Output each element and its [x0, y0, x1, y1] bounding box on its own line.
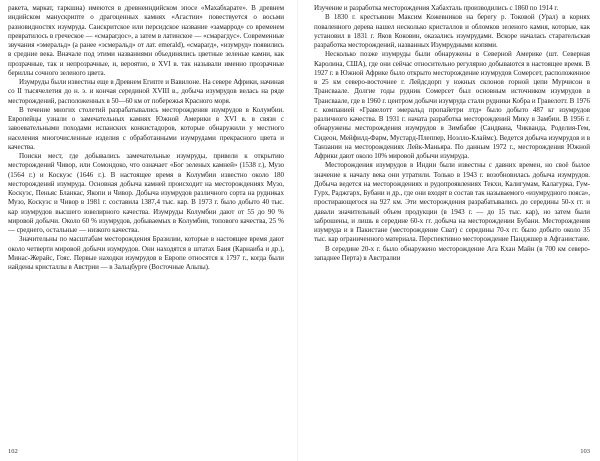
right-paragraph-2: В 1830 г. крестьянин Максим Кожевников на берегу р. Токовой (Урал) в корнях поваленного дерева нашел несколько кристаллов и обломков зеленого камня, которые, как установил в 1831 г. Яков Коковин, оказались изумрудами. Вскоре началась старательская разработка месторождений, названных Изумрудными копями.: [314, 13, 590, 49]
right-paragraph-4: Месторождения изумрудов в Индии были известны с давних времен, но своё былое значение к началу века они утратили. Только в 1943 г. возобновилась добыча изумрудов. Добыча ведется на месторождениях и рудопроявлениях Текхи, Калигумам, Калагурка, Гум-Гурх, Раджгарх, Бубани и др., где они входят в состав так называемого «изумрудного пояса», простирающегося на 927 км. Эти месторождения разрабатывались до середины 50-х гг. и давали значительный объем продукции (в 1943 г. — до 15 тыс. кар), но затем были заброшены, и лишь в середине 60-х гг. добыча на месторождении Бубани. Месторождения изумруда и в Пакистане (месторождение Сват) с середины 70-х гг. было добыто около 35 тыс. кар ограниченного материала. Перспективно месторождение Панджшер в Афганистане.: [314, 161, 590, 244]
right-paragraph-1: Изучение и разработка месторождения Хабахталь производились с 1860 по 1914 г.: [314, 4, 559, 12]
right-paragraph-5: В середине 20-х г. было обнаружено месторождение Ага Кхан Майн (в 700 км северо-западнее Перта) в Австралии: [314, 244, 590, 262]
right-paragraph-3: Несколько позже изумруды были обнаружены в Северной Америке (шт. Северная Каролина, США), где они сейчас относительно регулярно добываются в настоящее время. В 1927 г. в Южной Африке было открыто месторождение изумрудов Сомерсет, расположенное в 25 км северо-восточнее г. Лейдсдорп у южных склонов горной цепи Мурчисон в Трансваале. Долгие годы рудник Сомерсет был основным источником изумрудов в Трансваале, где в 1960 г. центром добычи изумруда стали рудники Кобра и Гравелотт. В 1976 г. компанией «Гравелотт эмеральд пропайетри лтд» было добыто 487 кг изумрудов различного качества. В 1931 г. начата разработка месторождений Мику в Замбии. В 1956 г. обнаружены месторождения изумрудов в Зимбабве (Сандвана, Чиквандa, Роделия-Гем, Сидеон, Мейфилд-Фарм, Мустард-Плеппер, Ноэлло-Клаймс). Ведется добыча изумрудов и в Танзании на месторождениях Лейк-Маньяра. По данным 1972 г., месторождения Южной Африки дают около 10% мировой добычи изумруда.: [314, 50, 590, 160]
left-paragraph-1: ракета, маркат, таркшиа) имеются в древнеиндийском эпосе «Махабхарате». В древнем индийском манускрипте о драгоценных камнях «Агастии» повествуется о восьми разновидностях изумруда. Санскритское или персидское название «замаррод» со временем превратилось в греческое — «смарагдос», а затем в латинское — «смарагдус». Современные звучания «эмеральд» (а ранее «эсмеральд» от лат. emerald), «смарагд», «изумруд» появились в средние века. Вначале под этими названиями объединялись цветные зеленые камни, как прозрачные, так и непрозрачные, и, вероятно, в XVI в. так называли именно прозрачные бериллы сочного зеленого цвета.: [8, 4, 284, 77]
left-paragraph-5: Значительны по масштабам месторождения Бразилии, которые в настоящее время дают около четверти мировой добычи изумрудов. Они находятся в штатах Баия (Карнаиба и др.), Минас-Жерайс, Гояс. Первые находки изумрудов в Европе относятся к 1797 г., когда были найдены кристаллы в Австрии — в Зальцбурге (Восточные Альпы).: [8, 235, 284, 271]
left-paragraph-2: Изумруды были известны еще в Древнем Египте и Вавилоне. На севере Африки, начиная со II тысячелетия до н. э. и кончая серединой XVIII в., добыча изумрудов велась на ряде месторождений, расположенных в 50—60 км от побережья Красного моря.: [8, 78, 284, 105]
left-page: [8, 4, 284, 457]
right-page-number: 103: [580, 448, 590, 455]
left-paragraph-4: Поиски мест, где добывались замечательные изумруды, привели к открытию месторождений Чивор, или Сомондоко, что означает «Бог зеленых камней» (1538 г.), Музо (1564 г.) и Коскуэс (1646 г.). В настоящее время в Колумбии известно около 180 месторождений изумруда. Основная добыча камней происходит на месторождениях Музо, Коскуэс, Пеньяс Бланкас, Якопи и Чивор. Добыча изумрудов различного сорта на рудниках Музо, Коскуэс и Чивор в 1981 г. составила 1387,4 тыс. кар. В 1973 г. было добыто 40 тыс. кар изумрудов высшего ювелирного качества. Изумруды Колумбии дают от 55 до 90 % мировой добычи. Около 60 % изумрудов, добываемых в Колумбии, топового качества, 25 % — среднего, остальные — низкого качества.: [8, 152, 284, 234]
page-gutter: [297, 0, 298, 461]
left-paragraph-3: В течение многих столетий разрабатывались месторождения изумрудов в Колумбии. Европейцы узнали о замечательных камнях Южной Америки в XVI в. в связи с завоевательными походами испанских конкистадоров, которые обнаружили у местного населения многочисленные изделия с обработанными изумрудами прекрасного цвета и качества.: [8, 105, 284, 151]
left-page-number: 102: [8, 448, 18, 455]
right-page: [314, 4, 590, 457]
